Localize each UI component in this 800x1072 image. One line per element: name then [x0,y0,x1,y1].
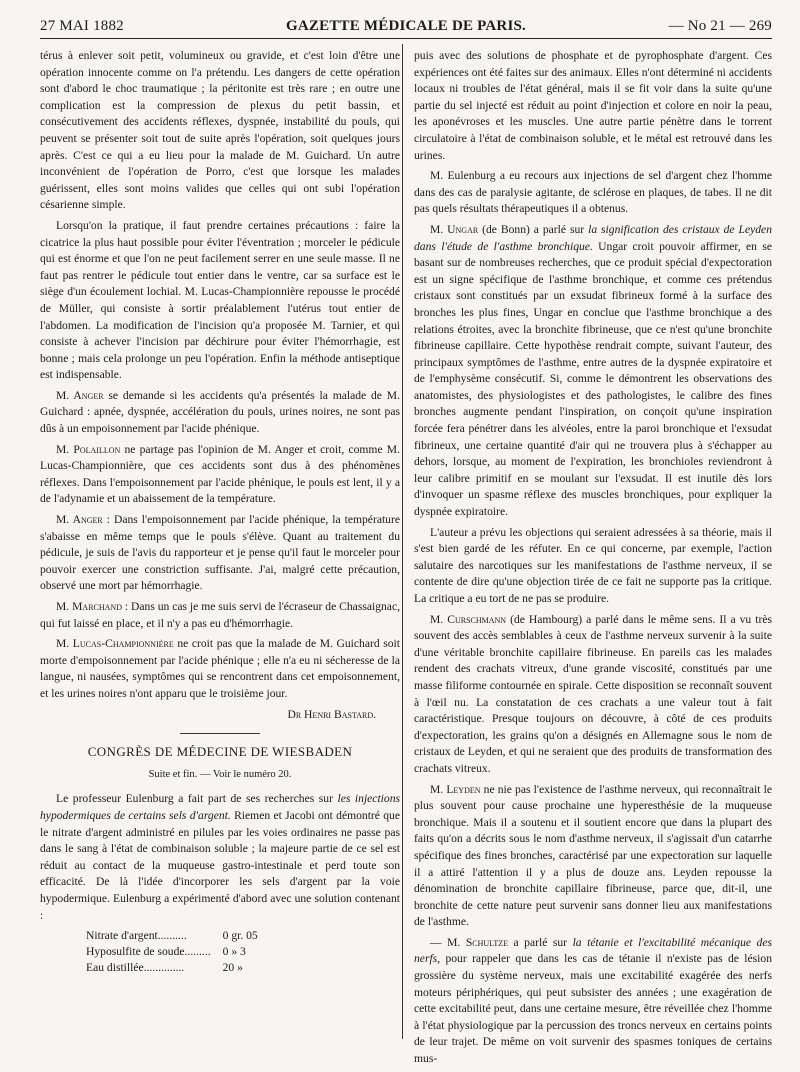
speaker-name: M. Lucas-Championnière [56,637,174,651]
author-signature: Dr Henri Bastard. [287,707,376,721]
left-column [40,48,400,976]
paragraph [40,599,400,632]
speaker-name: M. Ungar [430,222,479,236]
header-title: GAZETTE MÉDICALE DE PARIS. [286,18,526,34]
paragraph [414,612,772,778]
paragraph [414,782,772,931]
paragraph [40,512,400,595]
paragraph: L'auteur a prévu les objections qui seraient adressées à sa théorie, mais il s'est bien gardé de les réfuter. En ce qui concerne, par exemple, l'action salutaire des narcotiques sur les manifestations de l'asthme nerveux, il se contente de dire qu'une objection tirée de ce fait ne supporte pas la critique. La critique a eu tort de ne pas se produire. [414,525,772,605]
page-header [40,14,772,39]
paragraph-text: Riemen et Jacobi ont démontré que le nitrate d'argent administré en pilules par les voies ordinaires ne passe pas dans le sang à l'état de combinaison soluble ; la majeure partie de ce sel est réduit au contact de la muqueuse gastro-intestinale et perd toute son efficacité. De là l'idée d'incorporer les sels d'argent par la voie hypodermique. Eulenburg a expérimenté d'abord avec une solution contenant : [40,808,400,922]
paragraph-text: ne croit pas que la malade de M. Guichard soit morte d'empoisonnement par l'acide phénique ; elle n'a eu ni sécheresse de la langue, ni nausées, symptômes qui se rencontrent dans cet empoisonnement, et les urines noires n'ont apparu que le troisième jour. [40,637,400,700]
recipe-row [80,944,264,960]
ingredient: Hyposulfite de soude......... [86,945,211,959]
speaker-name: M. Polaillon [56,442,121,456]
paragraph [40,636,400,702]
italic-topic: la signification des cristaux de Leyden dans l'étude de l'asthme bronchique. [414,222,772,253]
paragraph [40,442,400,508]
section-title: CONGRÈS DE MÉDECINE DE WIESBADEN [87,744,353,760]
paragraph-text: pour rappeler que dans les cas de tétanie il n'existe pas de lésion grossière du système nerveux, mais une excitabilité exagérée des nerfs moteurs périphériques, qui peut subsister des années ; une exagération de cette excitabilité peut, dans une certaine mesure, être réveillée chez l'homme à l'état physiologique par la percussion des troncs nerveux en certains points de leur trajet. De même on voit survenir des spasmes toniques de certains mus- [414,952,772,1066]
right-column [414,48,772,1072]
speaker-name: — M. Schultze [430,935,508,949]
quantity: 0 gr. 05 [222,929,258,943]
paragraph: M. Eulenburg a eu recours aux injections de sel d'argent chez l'homme dans des cas de paralysie agitante, de sclérose en plaques, de tabes. Il ne dit pas quels résultats thérapeutiques il a obtenus. [414,169,772,216]
paragraph: Lorsqu'on la pratique, il faut prendre certaines précautions : faire la cicatrice la plus haut possible pour éviter l'éventration ; morceler le pédicule qui est énorme et que l'on ne peut facilement serrer en une seule masse. Il ne faut pas rentrer le pédicule tout entier dans le ventre, car sa surface est le siège d'un écoulement lochial. M. Lucas-Championnière repousse le procédé de Müller, qui consiste à sortir préalablement l'utérus tout entier de l'abdomen. La modification de l'incision qu'a proposée M. Tarnier, et qui consiste à achever l'incision par déchirure pour éviter l'hémorrhagie, est bonne ; mais cela prolonge un peu l'opération. Enfin la méthode antiseptique est indispensable. [40,218,400,382]
paragraph-text: a parlé sur [508,935,573,949]
speaker-name: M. Marchand [56,600,122,613]
speaker-name: M. Curschmann [430,612,507,626]
paragraph [414,935,772,1068]
paragraph [40,791,400,924]
recipe-table [80,928,264,976]
italic-topic: les injections hypodermiques de certains sels d'argent. [40,792,401,822]
ingredient: Nitrate d'argent.......... [86,929,187,943]
speaker-name: M. Leyden [430,782,481,796]
section-rule [180,733,260,734]
paragraph-text: : Dans un cas je me suis servi de l'écraseur de Chassaignac, qui fut laissé en place, et il n'y a pas eu d'hémorrhagie. [40,600,400,630]
header-date: 27 MAI 1882 [40,18,124,34]
recipe-row [80,960,264,976]
speaker-name: M. Anger [56,388,104,402]
column-divider [402,44,403,1039]
italic-topic: la tétanie et l'excitabilité mécanique des nerfs, [414,935,772,966]
paragraph: térus à enlever soit petit, volumineux ou gravide, et c'est loin d'être une opération innocente comme on l'a prétendu. Les dangers de cette opération sont d'abord le choc traumatique ; la péritonite est très rare ; en outre une complication est la compression de plexus du petit bassin, et consécutivement des accidents réflexes, dyspnée, instabilité du pouls, qui peuvent se présenter soit tout de suite après l'opération, soit quelques jours après. C'est ce qui a eu lieu pour la malade de M. Guichard. Un autre inconvénient de l'opération de Porro, c'est que lorsque les malades guérissent, elles sont moins valides que celles qui ont subi l'opération césarienne simple. [40,49,400,212]
section-subtitle: Suite et fin. — Voir le numéro 20. [148,768,292,780]
ingredient: Eau distillée.............. [86,961,185,975]
paragraph-text: ne nie pas l'existence de l'asthme nerveux, qui reconnaîtrait le plus souvent pour cause prochaine une hyperesthésie de la muqueuse bronchique. Mais il a soutenu et il soutient encore que dans la plupart des faits qu'on a décrits sous le nom d'asthme nerveux, il s'agissait d'un catarrhe spécifique des fines bronches, caractérisé par une expectoration sur laquelle il a attiré l'attention il y a plus de douze ans. Leyden repousse la dénomination de bronchite capillaire fibrineuse, parce que, dit-il, une bronchite de cette nature peut survenir sans donner lieu aux manifestations de l'asthme. [414,782,772,929]
paragraph-text: Le professeur Eulenburg a fait part de ses recherches sur [56,792,338,806]
paragraph-text: Ungar croit pouvoir affirmer, en se basant sur de nombreuses recherches, que ce produit spécial d'expectoration est un signe spécifique de l'asthme bronchique, et comme ces prétendus cristaux sont constitués par un exsudat fibrineux formé à la surface des bronches les plus fines, Ungar en conclue que l'asthme bronchique a des relations étroites, avec la bronchite fibrineuse, que ce n'est qu'une bronchite fibrineuse capillaire. Cette hypothèse rendrait compte, suivant l'auteur, des principaux symptômes de l'asthme, entre autres de la dyspnée expiratoire et de l'emphysème consécutif. Si, comme le démontrent les observations des anatomistes, des physiologistes et des pathologistes, le calibre des fines bronches augmente pendant l'inspiration, on conçoit qu'une inspiration forcée fera pénétrer dans les alvéoles, entre la paroi bronchique et l'exsudat fibrineux, une certaine quantité d'air qui ne trouvera plus à s'échapper au dehors, lorsque, au moment de l'expiration, les bronchioles reviendront à leur calibre primitif en se moulant sur l'exsudat. Il est inutile dès lors d'invoquer un spasme réflexe des muscles bronchiques, pour expliquer la dyspnée expiratoire. [414,239,772,519]
paragraph-text: (de Bonn) a parlé sur [478,222,589,236]
header-page-number: — No 21 — 269 [668,18,772,34]
paragraph [40,388,400,438]
paragraph-text: se demande si les accidents qu'a présentés la malade de M. Guichard : apnée, dyspnée, accélération du pouls, urines noires, ne sont pas dûs à un empoisonnement par l'acide phénique. [40,388,400,436]
paragraph: puis avec des solutions de phosphate et de pyrophosphate d'argent. Ces expériences ont été faites sur des animaux. Elles n'ont déterminé ni accidents locaux ni troubles de l'état général, mais il se fit voir dans la suite qu'une partie du sel injecté est réduit au point d'injection et colore en noir la peau, les aponévroses et les muscles. Une autre partie pénètre dans le torrent circulatoire à l'état de combinaison soluble, et le métal est retrouvé dans les urines. [414,49,772,162]
speaker-name: M. Anger [56,513,103,527]
paragraph-text: (de Hambourg) a parlé dans le même sens. Il a vu très souvent des accès semblables à ceux de l'asthme nerveux survenir à la suite d'une véritable bronchite capillaire fibrineuse. En pareils cas les malades rendent des crachats vitreux, d'une grande viscosité, constitués par une masse filiforme contournée en spirale. Cette disposition se reconnaît souvent à l'œil nu. La constatation de ces crachats a une valeur tout à fait caractéristique. Presque toujours on découvre, à côté de ces produits d'expectoration, les grains qu'on a désignés en Allemagne sous le nom de cristaux de Leyden, et qui ne seraient que des produits de transformation des crachats vitreux. [414,612,772,775]
paragraph-text: ne partage pas l'opinion de M. Anger et croit, comme M. Lucas-Championnière, que ces accidents sont dus à des phénomènes réflexes. Dans l'empoisonnement par l'acide phénique, le pouls est lent, il y a de l'adynamie et un abaissement de la température. [40,442,400,506]
quantity: 0 » 3 [222,945,246,959]
paragraph [414,222,772,521]
recipe-row [80,928,264,944]
quantity: 20 » [222,961,243,975]
paragraph-text: : Dans l'empoisonnement par l'acide phénique, la température s'abaisse en même temps que le pouls s'élève. Quant au traitement du pédicule, je suis de l'avis du rapporteur et je pense qu'il faut le morceler pour pouvoir exercer une constriction suffisante. J'ai, malgré cette précaution, observé une mort par hémorrhagie. [40,513,400,593]
